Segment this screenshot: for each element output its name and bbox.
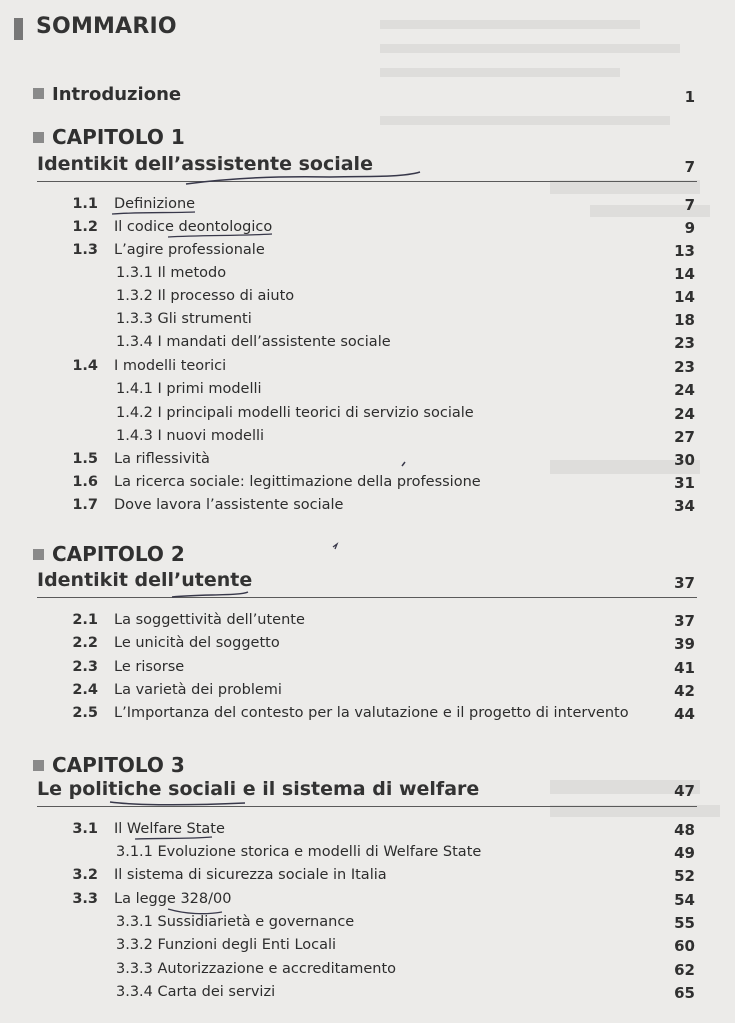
pen-underline	[186, 172, 420, 184]
toc-page: 7	[684, 196, 695, 214]
chapter-2-title[interactable]: Identikit dell’utente	[37, 569, 253, 591]
toc-page: 62	[674, 961, 695, 979]
chapter-3-heading: CAPITOLO 3	[33, 753, 185, 777]
toc-entry[interactable]: Il sistema di sicurezza sociale in Italia	[114, 867, 387, 883]
toc-page: 52	[674, 867, 695, 885]
toc-entry[interactable]: 3.3.3 Autorizzazione e accreditamento	[116, 961, 397, 977]
toc-entry[interactable]: L’agire professionale	[114, 242, 265, 258]
toc-entry[interactable]: 1.3.4 I mandati dell’assistente sociale	[116, 334, 391, 350]
toc-entry[interactable]: 1.3.3 Gli strumenti	[116, 311, 252, 327]
toc-entry[interactable]: 1.4.1 I primi modelli	[116, 381, 262, 397]
toc-page: 14	[674, 265, 695, 283]
chapter-1-title[interactable]: Identikit dell’assistente sociale	[37, 153, 373, 175]
toc-entry[interactable]: 3.3.2 Funzioni degli Enti Locali	[116, 937, 337, 953]
toc-number: 2.2	[72, 635, 98, 651]
pen-underline	[168, 909, 222, 914]
toc-number: 1.7	[72, 497, 98, 513]
toc-page: 13	[674, 242, 695, 260]
toc-entry[interactable]: La riflessività	[114, 451, 210, 467]
pen-underline	[172, 592, 248, 597]
toc-entry[interactable]: La soggettività dell’utente	[114, 612, 305, 628]
toc-page: 60	[674, 937, 695, 955]
toc-page: 18	[674, 311, 695, 329]
toc-number: 1.3	[72, 242, 98, 258]
toc-page: 48	[674, 821, 695, 839]
toc-page: 34	[674, 497, 695, 515]
toc-number: 2.1	[72, 612, 98, 628]
toc-number: 3.2	[72, 867, 98, 883]
toc-page: 54	[674, 891, 695, 909]
pen-underline	[110, 802, 245, 805]
toc-page: 27	[674, 428, 695, 446]
toc-page: 65	[674, 984, 695, 1002]
chapter-1-heading: CAPITOLO 1	[33, 125, 185, 149]
toc-entry[interactable]: Dove lavora l’assistente sociale	[114, 497, 344, 513]
toc-entry[interactable]: La legge 328/00	[114, 891, 232, 907]
pen-mark	[333, 544, 337, 549]
toc-page: 30	[674, 451, 695, 469]
intro-page: 1	[684, 88, 695, 106]
toc-page: 55	[674, 914, 695, 932]
intro-label: Introduzione	[52, 84, 182, 105]
toc-entry[interactable]: 3.1.1 Evoluzione storica e modelli di Welfare State	[116, 844, 482, 860]
chapter-2-page: 37	[674, 574, 695, 592]
chapter-3-title[interactable]: Le politiche sociali e il sistema di welfare	[37, 778, 480, 800]
toc-entry[interactable]: 1.4.2 I principali modelli teorici di servizio sociale	[116, 405, 474, 421]
summary-title: SOMMARIO	[36, 14, 177, 39]
toc-entry[interactable]: La varietà dei problemi	[114, 682, 282, 698]
toc-number: 2.5	[72, 705, 98, 721]
toc-number: 3.1	[72, 821, 98, 837]
pen-mark	[402, 462, 405, 466]
toc-number: 2.4	[72, 682, 98, 698]
toc-entry[interactable]: 1.3.2 Il processo di aiuto	[116, 288, 295, 304]
toc-page: 9	[684, 219, 695, 237]
chapter-3-page: 47	[674, 782, 695, 800]
pen-underline	[168, 234, 272, 237]
toc-page: 23	[674, 334, 695, 352]
toc-entry[interactable]: La ricerca sociale: legittimazione della professione	[114, 474, 481, 490]
toc-entry[interactable]: Le risorse	[114, 659, 185, 675]
toc-entry[interactable]: I modelli teorici	[114, 358, 227, 374]
toc-number: 1.1	[72, 196, 98, 212]
toc-page: 49	[674, 844, 695, 862]
toc-entry[interactable]: 3.3.4 Carta dei servizi	[116, 984, 276, 1000]
toc-page: 37	[674, 612, 695, 630]
toc-number: 1.4	[72, 358, 98, 374]
pen-underline	[135, 837, 212, 839]
chapter-2-heading: CAPITOLO 2	[33, 542, 185, 566]
toc-entry[interactable]: L’Importanza del contesto per la valutazione e il progetto di intervento	[114, 705, 629, 721]
toc-entry[interactable]: 3.3.1 Sussidiarietà e governance	[116, 914, 355, 930]
toc-page: 24	[674, 381, 695, 399]
toc-entry[interactable]: Definizione	[114, 196, 196, 212]
toc-entry[interactable]: Il Welfare State	[114, 821, 225, 837]
toc-page: 23	[674, 358, 695, 376]
toc-page: 14	[674, 288, 695, 306]
toc-entry[interactable]: Le unicità del soggetto	[114, 635, 280, 651]
toc-number: 1.5	[72, 451, 98, 467]
toc-page: 42	[674, 682, 695, 700]
toc-entry[interactable]: 1.3.1 Il metodo	[116, 265, 227, 281]
toc-page: 31	[674, 474, 695, 492]
toc-page: 39	[674, 635, 695, 653]
toc-number: 1.6	[72, 474, 98, 490]
toc-entry[interactable]: Il codice deontologico	[114, 219, 273, 235]
toc-page: 44	[674, 705, 695, 723]
toc-entry[interactable]: 1.4.3 I nuovi modelli	[116, 428, 265, 444]
toc-number: 1.2	[72, 219, 98, 235]
toc-page: 24	[674, 405, 695, 423]
toc-page: 41	[674, 659, 695, 677]
chapter-1-page: 7	[684, 158, 695, 176]
toc-number: 2.3	[72, 659, 98, 675]
pen-underline	[112, 212, 195, 214]
toc-number: 3.3	[72, 891, 98, 907]
